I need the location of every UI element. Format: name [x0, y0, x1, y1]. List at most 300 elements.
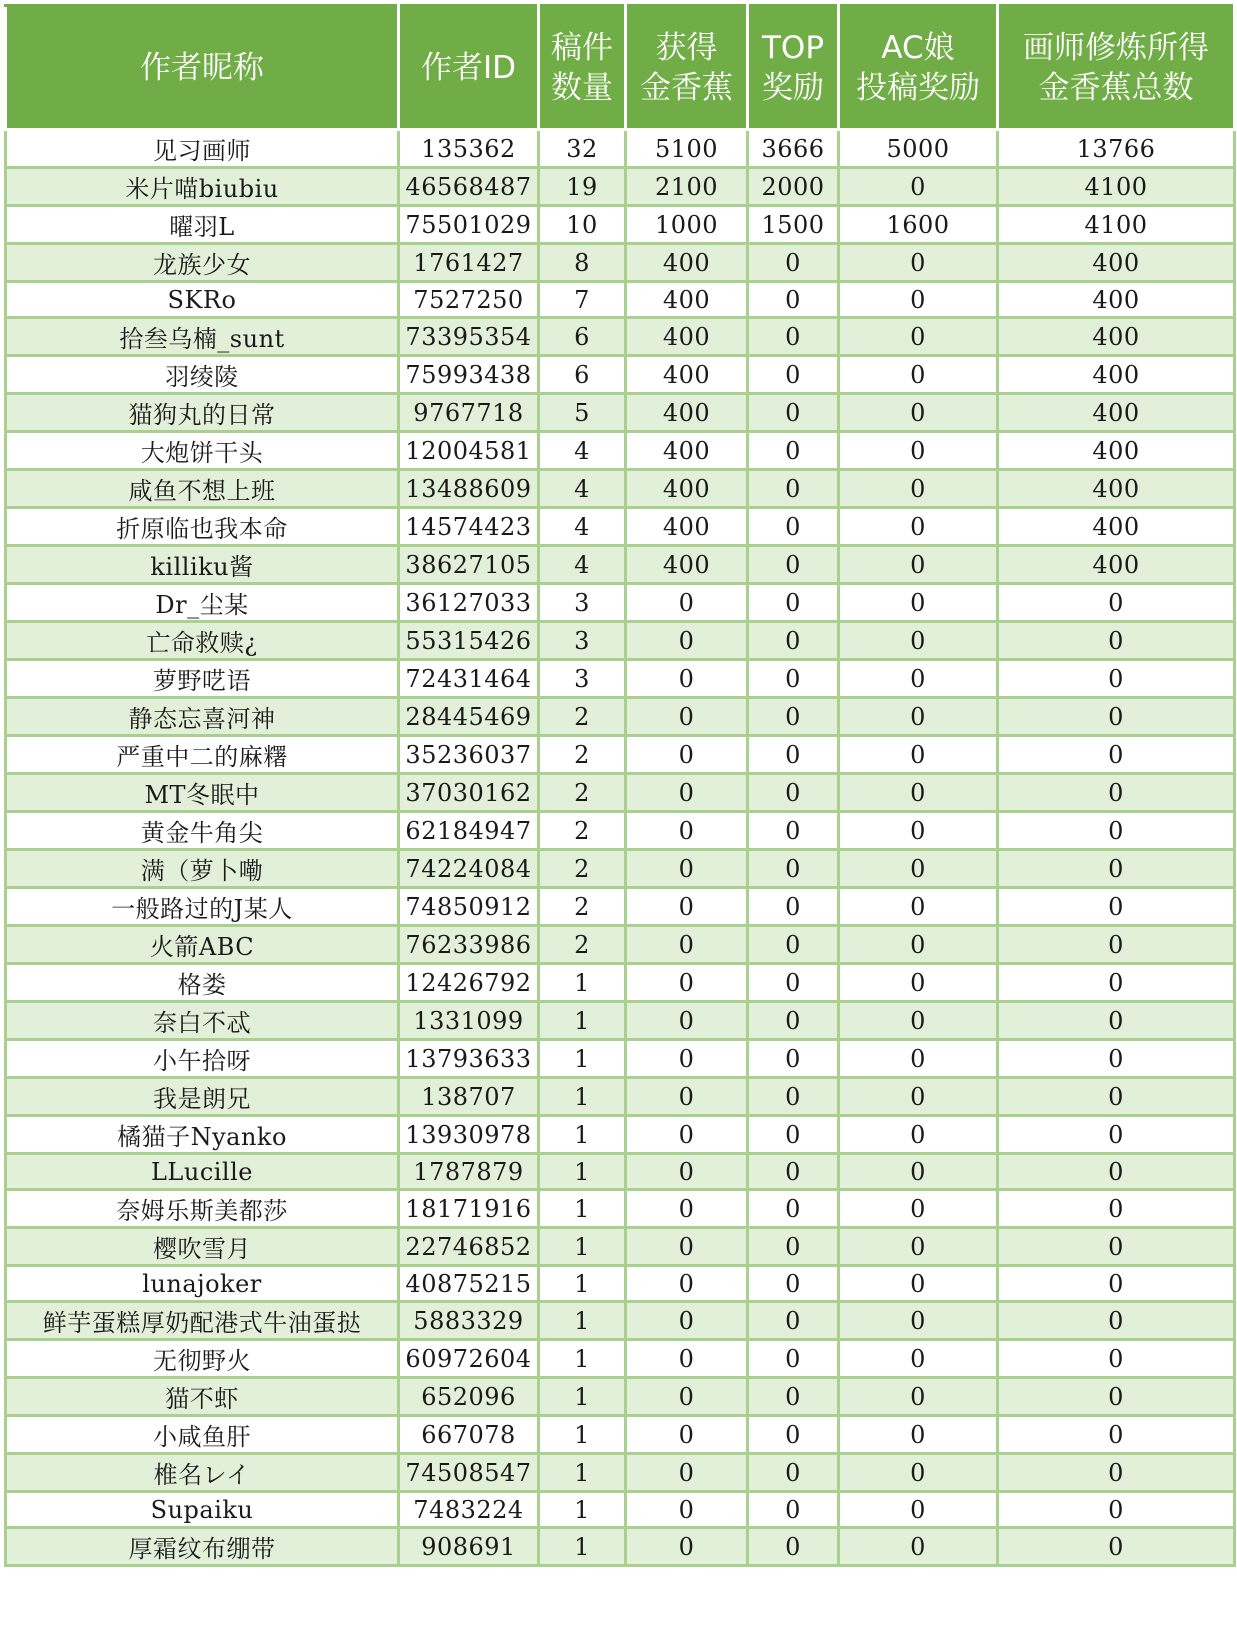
cell-golden-banana: 0	[626, 736, 748, 774]
cell-author-nickname: 满（萝卜嘞	[6, 850, 399, 888]
cell-acniang-reward: 5000	[839, 130, 998, 168]
cell-top-reward: 0	[748, 432, 839, 470]
cell-submission-count: 1	[539, 1454, 626, 1492]
cell-acniang-reward: 0	[839, 1302, 998, 1340]
cell-golden-banana: 400	[626, 508, 748, 546]
cell-author-nickname: 无彻野火	[6, 1340, 399, 1378]
table-row	[6, 1190, 1235, 1228]
cell-acniang-reward: 0	[839, 394, 998, 432]
cell-acniang-reward: 0	[839, 432, 998, 470]
cell-golden-banana: 0	[626, 1228, 748, 1266]
header-acniang-reward-line2: 投稿奖励	[856, 69, 980, 106]
cell-total-golden-banana: 0	[998, 1190, 1235, 1228]
cell-submission-count: 6	[539, 318, 626, 356]
cell-total-golden-banana: 13766	[998, 130, 1235, 168]
cell-top-reward: 2000	[748, 168, 839, 206]
cell-top-reward: 0	[748, 1228, 839, 1266]
cell-total-golden-banana: 400	[998, 318, 1235, 356]
cell-author-id: 36127033	[399, 584, 539, 622]
cell-top-reward: 0	[748, 546, 839, 584]
cell-submission-count: 4	[539, 546, 626, 584]
header-acniang-reward	[839, 6, 998, 130]
cell-top-reward: 0	[748, 622, 839, 660]
cell-top-reward: 0	[748, 1528, 839, 1566]
cell-golden-banana: 400	[626, 318, 748, 356]
cell-golden-banana: 0	[626, 1002, 748, 1040]
cell-author-nickname: lunajoker	[6, 1266, 399, 1302]
cell-author-id: 14574423	[399, 508, 539, 546]
cell-author-id: 38627105	[399, 546, 539, 584]
cell-submission-count: 1	[539, 1116, 626, 1154]
header-golden-banana	[626, 6, 748, 130]
cell-author-nickname: 椎名レイ	[6, 1454, 399, 1492]
cell-top-reward: 0	[748, 1078, 839, 1116]
cell-golden-banana: 0	[626, 774, 748, 812]
cell-submission-count: 4	[539, 432, 626, 470]
cell-golden-banana: 0	[626, 888, 748, 926]
cell-total-golden-banana: 0	[998, 774, 1235, 812]
cell-author-nickname: 见习画师	[6, 130, 399, 168]
cell-author-id: 135362	[399, 130, 539, 168]
cell-author-id: 73395354	[399, 318, 539, 356]
cell-submission-count: 1	[539, 964, 626, 1002]
cell-author-id: 62184947	[399, 812, 539, 850]
reward-table-container	[4, 4, 1233, 1622]
cell-author-id: 138707	[399, 1078, 539, 1116]
cell-total-golden-banana: 400	[998, 508, 1235, 546]
cell-author-nickname: 小咸鱼肝	[6, 1416, 399, 1454]
cell-golden-banana: 0	[626, 584, 748, 622]
cell-top-reward: 0	[748, 356, 839, 394]
cell-top-reward: 0	[748, 926, 839, 964]
cell-author-nickname: 亡命救赎¿	[6, 622, 399, 660]
cell-total-golden-banana: 0	[998, 622, 1235, 660]
header-submission-count	[539, 6, 626, 130]
cell-top-reward: 0	[748, 1454, 839, 1492]
cell-total-golden-banana: 0	[998, 1302, 1235, 1340]
cell-acniang-reward: 0	[839, 1528, 998, 1566]
table-row	[6, 356, 1235, 394]
table-row	[6, 508, 1235, 546]
table-row	[6, 1078, 1235, 1116]
cell-author-nickname: 黄金牛角尖	[6, 812, 399, 850]
cell-submission-count: 6	[539, 356, 626, 394]
cell-submission-count: 3	[539, 584, 626, 622]
table-row	[6, 1266, 1235, 1302]
cell-top-reward: 0	[748, 1492, 839, 1528]
cell-acniang-reward: 0	[839, 244, 998, 282]
cell-author-nickname: 我是朗兄	[6, 1078, 399, 1116]
header-author-nickname-line1: 作者昵称	[140, 49, 264, 86]
cell-top-reward: 0	[748, 1190, 839, 1228]
cell-submission-count: 1	[539, 1528, 626, 1566]
table-row	[6, 698, 1235, 736]
cell-author-nickname: SKRo	[6, 282, 399, 318]
cell-author-id: 1761427	[399, 244, 539, 282]
cell-total-golden-banana: 0	[998, 1340, 1235, 1378]
cell-author-nickname: Dr_尘某	[6, 584, 399, 622]
cell-author-id: 908691	[399, 1528, 539, 1566]
cell-golden-banana: 0	[626, 698, 748, 736]
cell-acniang-reward: 0	[839, 1492, 998, 1528]
table-header	[6, 6, 1235, 130]
cell-author-id: 46568487	[399, 168, 539, 206]
cell-acniang-reward: 0	[839, 1078, 998, 1116]
cell-total-golden-banana: 0	[998, 698, 1235, 736]
cell-submission-count: 2	[539, 698, 626, 736]
cell-submission-count: 4	[539, 508, 626, 546]
table-row	[6, 1340, 1235, 1378]
table-row	[6, 888, 1235, 926]
cell-author-id: 13488609	[399, 470, 539, 508]
cell-author-nickname: 龙族少女	[6, 244, 399, 282]
cell-total-golden-banana: 0	[998, 1002, 1235, 1040]
cell-total-golden-banana: 0	[998, 812, 1235, 850]
cell-acniang-reward: 0	[839, 356, 998, 394]
cell-acniang-reward: 0	[839, 1002, 998, 1040]
cell-author-id: 13793633	[399, 1040, 539, 1078]
table-row	[6, 850, 1235, 888]
cell-acniang-reward: 0	[839, 584, 998, 622]
cell-golden-banana: 400	[626, 546, 748, 584]
cell-total-golden-banana: 0	[998, 1040, 1235, 1078]
cell-total-golden-banana: 0	[998, 1154, 1235, 1190]
cell-author-id: 12004581	[399, 432, 539, 470]
cell-golden-banana: 0	[626, 1528, 748, 1566]
cell-golden-banana: 0	[626, 1116, 748, 1154]
cell-golden-banana: 0	[626, 1302, 748, 1340]
cell-golden-banana: 0	[626, 1154, 748, 1190]
cell-top-reward: 0	[748, 812, 839, 850]
table-row	[6, 394, 1235, 432]
cell-top-reward: 0	[748, 1040, 839, 1078]
cell-golden-banana: 400	[626, 356, 748, 394]
table-row	[6, 1416, 1235, 1454]
cell-total-golden-banana: 0	[998, 1228, 1235, 1266]
cell-submission-count: 10	[539, 206, 626, 244]
cell-author-id: 652096	[399, 1378, 539, 1416]
cell-top-reward: 0	[748, 394, 839, 432]
cell-total-golden-banana: 400	[998, 282, 1235, 318]
cell-acniang-reward: 0	[839, 964, 998, 1002]
cell-total-golden-banana: 0	[998, 1116, 1235, 1154]
cell-submission-count: 2	[539, 812, 626, 850]
cell-golden-banana: 0	[626, 926, 748, 964]
header-golden-banana-line2: 金香蕉	[640, 69, 733, 106]
cell-author-nickname: 鲜芋蛋糕厚奶配港式牛油蛋挞	[6, 1302, 399, 1340]
cell-top-reward: 1500	[748, 206, 839, 244]
cell-top-reward: 0	[748, 508, 839, 546]
cell-acniang-reward: 0	[839, 1378, 998, 1416]
cell-submission-count: 32	[539, 130, 626, 168]
cell-total-golden-banana: 400	[998, 394, 1235, 432]
cell-top-reward: 0	[748, 282, 839, 318]
table-row	[6, 622, 1235, 660]
table-row	[6, 812, 1235, 850]
header-author-id	[399, 6, 539, 130]
cell-author-id: 5883329	[399, 1302, 539, 1340]
cell-author-id: 75501029	[399, 206, 539, 244]
cell-golden-banana: 400	[626, 244, 748, 282]
table-row	[6, 1378, 1235, 1416]
cell-top-reward: 0	[748, 318, 839, 356]
cell-author-nickname: 一般路过的J某人	[6, 888, 399, 926]
cell-total-golden-banana: 400	[998, 244, 1235, 282]
table-row	[6, 774, 1235, 812]
cell-golden-banana: 400	[626, 432, 748, 470]
cell-top-reward: 0	[748, 964, 839, 1002]
cell-total-golden-banana: 0	[998, 1528, 1235, 1566]
cell-author-nickname: killiku酱	[6, 546, 399, 584]
header-acniang-reward-line1: AC娘	[881, 29, 955, 66]
cell-acniang-reward: 0	[839, 660, 998, 698]
cell-submission-count: 4	[539, 470, 626, 508]
cell-golden-banana: 0	[626, 812, 748, 850]
cell-author-id: 74224084	[399, 850, 539, 888]
cell-acniang-reward: 0	[839, 1116, 998, 1154]
cell-top-reward: 0	[748, 1416, 839, 1454]
cell-total-golden-banana: 0	[998, 660, 1235, 698]
cell-acniang-reward: 0	[839, 1266, 998, 1302]
cell-total-golden-banana: 0	[998, 736, 1235, 774]
header-top-reward-line2: 奖励	[762, 69, 824, 106]
cell-top-reward: 0	[748, 1266, 839, 1302]
cell-submission-count: 2	[539, 774, 626, 812]
cell-author-nickname: 奈姆乐斯美都莎	[6, 1190, 399, 1228]
cell-golden-banana: 400	[626, 282, 748, 318]
cell-submission-count: 1	[539, 1340, 626, 1378]
cell-author-id: 74850912	[399, 888, 539, 926]
table-row	[6, 1040, 1235, 1078]
cell-author-nickname: 羽绫陵	[6, 356, 399, 394]
cell-top-reward: 0	[748, 244, 839, 282]
table-row	[6, 1528, 1235, 1566]
cell-total-golden-banana: 0	[998, 584, 1235, 622]
cell-golden-banana: 400	[626, 470, 748, 508]
cell-top-reward: 0	[748, 1116, 839, 1154]
cell-submission-count: 1	[539, 1378, 626, 1416]
cell-author-id: 22746852	[399, 1228, 539, 1266]
cell-golden-banana: 0	[626, 1454, 748, 1492]
cell-acniang-reward: 0	[839, 698, 998, 736]
cell-author-nickname: 大炮饼干头	[6, 432, 399, 470]
cell-total-golden-banana: 400	[998, 356, 1235, 394]
cell-author-nickname: 火箭ABC	[6, 926, 399, 964]
cell-author-nickname: 橘猫子Nyanko	[6, 1116, 399, 1154]
table-row	[6, 282, 1235, 318]
cell-top-reward: 0	[748, 660, 839, 698]
cell-author-nickname: 米片喵biubiu	[6, 168, 399, 206]
cell-author-id: 72431464	[399, 660, 539, 698]
cell-author-nickname: MT冬眠中	[6, 774, 399, 812]
cell-total-golden-banana: 0	[998, 888, 1235, 926]
cell-acniang-reward: 0	[839, 168, 998, 206]
cell-golden-banana: 0	[626, 1078, 748, 1116]
table-body	[6, 130, 1235, 1566]
header-row	[6, 6, 1235, 130]
cell-acniang-reward: 0	[839, 850, 998, 888]
cell-golden-banana: 1000	[626, 206, 748, 244]
cell-golden-banana: 0	[626, 1340, 748, 1378]
cell-golden-banana: 0	[626, 1378, 748, 1416]
cell-total-golden-banana: 0	[998, 1492, 1235, 1528]
cell-submission-count: 1	[539, 1302, 626, 1340]
table-row	[6, 1454, 1235, 1492]
cell-author-id: 55315426	[399, 622, 539, 660]
cell-golden-banana: 0	[626, 1190, 748, 1228]
cell-submission-count: 3	[539, 622, 626, 660]
cell-author-id: 1331099	[399, 1002, 539, 1040]
cell-author-nickname: 厚霜纹布绷带	[6, 1528, 399, 1566]
cell-author-id: 7483224	[399, 1492, 539, 1528]
cell-total-golden-banana: 0	[998, 1266, 1235, 1302]
cell-submission-count: 1	[539, 1040, 626, 1078]
cell-golden-banana: 0	[626, 1492, 748, 1528]
cell-submission-count: 2	[539, 850, 626, 888]
cell-acniang-reward: 0	[839, 812, 998, 850]
cell-author-id: 28445469	[399, 698, 539, 736]
cell-top-reward: 0	[748, 736, 839, 774]
cell-acniang-reward: 0	[839, 1454, 998, 1492]
cell-top-reward: 0	[748, 1340, 839, 1378]
cell-top-reward: 0	[748, 1154, 839, 1190]
cell-top-reward: 3666	[748, 130, 839, 168]
cell-top-reward: 0	[748, 774, 839, 812]
cell-total-golden-banana: 0	[998, 926, 1235, 964]
cell-acniang-reward: 0	[839, 888, 998, 926]
cell-submission-count: 2	[539, 926, 626, 964]
cell-acniang-reward: 0	[839, 1040, 998, 1078]
table-row	[6, 1116, 1235, 1154]
cell-total-golden-banana: 400	[998, 432, 1235, 470]
cell-author-id: 76233986	[399, 926, 539, 964]
cell-author-nickname: LLucille	[6, 1154, 399, 1190]
cell-submission-count: 19	[539, 168, 626, 206]
cell-total-golden-banana: 400	[998, 546, 1235, 584]
table-row	[6, 926, 1235, 964]
cell-top-reward: 0	[748, 888, 839, 926]
table-row	[6, 1228, 1235, 1266]
table-row	[6, 470, 1235, 508]
header-total-golden-banana	[998, 6, 1235, 130]
table-row	[6, 318, 1235, 356]
cell-total-golden-banana: 4100	[998, 206, 1235, 244]
table-row	[6, 130, 1235, 168]
table-row	[6, 244, 1235, 282]
cell-submission-count: 2	[539, 888, 626, 926]
cell-top-reward: 0	[748, 470, 839, 508]
cell-author-nickname: 曜羽L	[6, 206, 399, 244]
cell-top-reward: 0	[748, 1002, 839, 1040]
cell-submission-count: 1	[539, 1002, 626, 1040]
cell-golden-banana: 0	[626, 1416, 748, 1454]
header-top-reward	[748, 6, 839, 130]
cell-acniang-reward: 0	[839, 282, 998, 318]
cell-submission-count: 1	[539, 1154, 626, 1190]
table-row	[6, 736, 1235, 774]
cell-top-reward: 0	[748, 850, 839, 888]
cell-total-golden-banana: 0	[998, 1078, 1235, 1116]
cell-author-nickname: 小午拾呀	[6, 1040, 399, 1078]
table-row	[6, 1492, 1235, 1528]
table-row	[6, 660, 1235, 698]
cell-acniang-reward: 0	[839, 1228, 998, 1266]
header-submission-count-line2: 数量	[551, 69, 613, 106]
cell-author-id: 7527250	[399, 282, 539, 318]
cell-submission-count: 7	[539, 282, 626, 318]
cell-golden-banana: 2100	[626, 168, 748, 206]
cell-author-id: 9767718	[399, 394, 539, 432]
cell-golden-banana: 400	[626, 394, 748, 432]
cell-acniang-reward: 0	[839, 318, 998, 356]
cell-golden-banana: 5100	[626, 130, 748, 168]
cell-submission-count: 8	[539, 244, 626, 282]
cell-total-golden-banana: 0	[998, 850, 1235, 888]
table-row	[6, 1154, 1235, 1190]
cell-acniang-reward: 0	[839, 546, 998, 584]
cell-acniang-reward: 0	[839, 508, 998, 546]
cell-total-golden-banana: 0	[998, 1454, 1235, 1492]
cell-golden-banana: 0	[626, 1266, 748, 1302]
cell-submission-count: 1	[539, 1228, 626, 1266]
cell-submission-count: 1	[539, 1078, 626, 1116]
reward-table	[4, 4, 1236, 1567]
cell-total-golden-banana: 400	[998, 470, 1235, 508]
cell-golden-banana: 0	[626, 622, 748, 660]
cell-author-nickname: 折原临也我本命	[6, 508, 399, 546]
cell-top-reward: 0	[748, 1302, 839, 1340]
cell-acniang-reward: 0	[839, 470, 998, 508]
table-row	[6, 1002, 1235, 1040]
table-row	[6, 584, 1235, 622]
cell-acniang-reward: 1600	[839, 206, 998, 244]
cell-author-nickname: 猫狗丸的日常	[6, 394, 399, 432]
cell-author-id: 60972604	[399, 1340, 539, 1378]
cell-acniang-reward: 0	[839, 1340, 998, 1378]
cell-acniang-reward: 0	[839, 1416, 998, 1454]
cell-acniang-reward: 0	[839, 736, 998, 774]
cell-total-golden-banana: 0	[998, 964, 1235, 1002]
cell-submission-count: 5	[539, 394, 626, 432]
cell-acniang-reward: 0	[839, 622, 998, 660]
cell-author-id: 40875215	[399, 1266, 539, 1302]
cell-total-golden-banana: 4100	[998, 168, 1235, 206]
cell-golden-banana: 0	[626, 1040, 748, 1078]
cell-author-nickname: 静态忘喜河神	[6, 698, 399, 736]
cell-author-id: 35236037	[399, 736, 539, 774]
cell-author-nickname: 樱吹雪月	[6, 1228, 399, 1266]
cell-acniang-reward: 0	[839, 774, 998, 812]
header-author-id-line1: 作者ID	[420, 49, 516, 86]
cell-author-nickname: 严重中二的麻糬	[6, 736, 399, 774]
header-top-reward-line1: TOP	[761, 29, 825, 66]
cell-author-id: 13930978	[399, 1116, 539, 1154]
header-total-golden-banana-line2: 金香蕉总数	[1038, 69, 1194, 106]
cell-author-nickname: 萝野呓语	[6, 660, 399, 698]
cell-golden-banana: 0	[626, 964, 748, 1002]
header-submission-count-line1: 稿件	[551, 29, 613, 66]
cell-author-id: 667078	[399, 1416, 539, 1454]
header-golden-banana-line1: 获得	[655, 29, 718, 66]
cell-submission-count: 1	[539, 1492, 626, 1528]
cell-total-golden-banana: 0	[998, 1416, 1235, 1454]
cell-author-nickname: 咸鱼不想上班	[6, 470, 399, 508]
cell-acniang-reward: 0	[839, 1154, 998, 1190]
cell-author-id: 37030162	[399, 774, 539, 812]
cell-author-nickname: 格娄	[6, 964, 399, 1002]
cell-submission-count: 2	[539, 736, 626, 774]
cell-author-nickname: 拾叁乌楠_sunt	[6, 318, 399, 356]
